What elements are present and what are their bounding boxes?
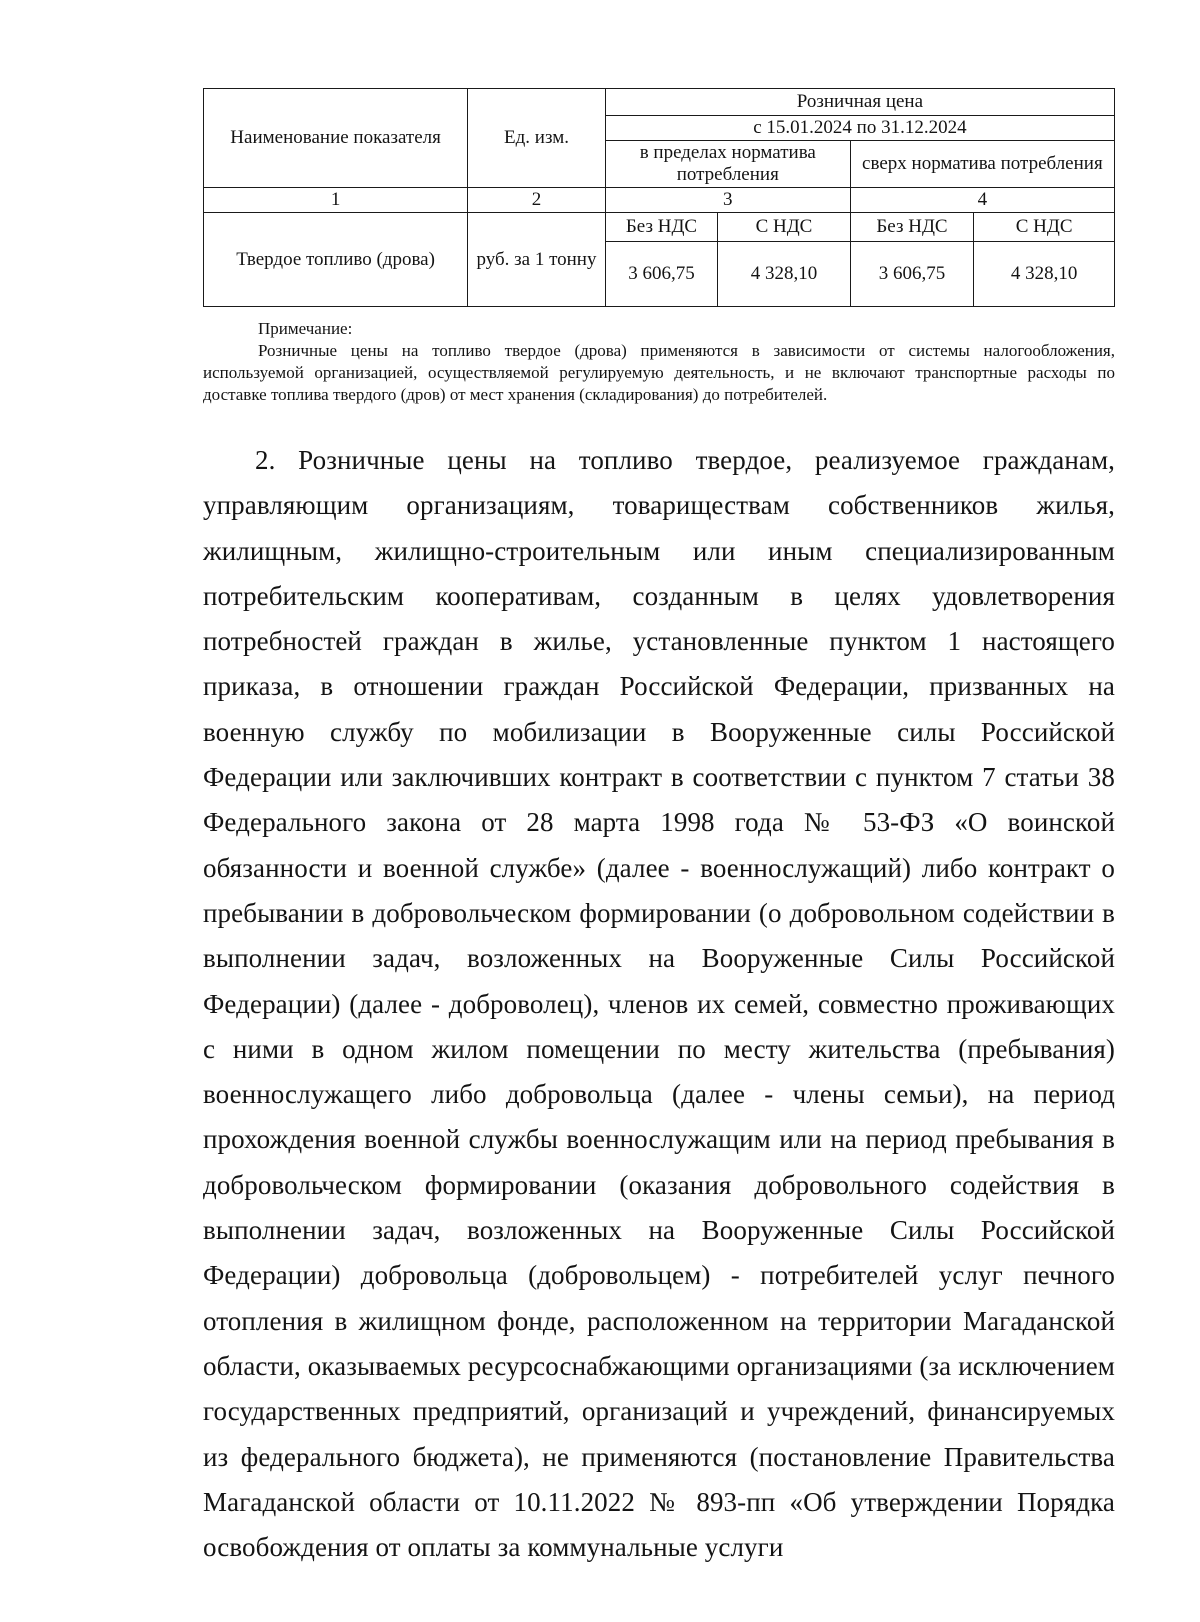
column-number: 1 <box>204 188 468 213</box>
header-unit: Ед. изм. <box>468 89 606 188</box>
subheader-without-vat: Без НДС <box>605 213 717 242</box>
subheader-without-vat: Без НДС <box>850 213 973 242</box>
subheader-with-vat: С НДС <box>718 213 851 242</box>
price-value: 3 606,75 <box>605 242 717 307</box>
column-number: 4 <box>850 188 1114 213</box>
header-retail-price: Розничная цена <box>605 89 1114 116</box>
price-value: 4 328,10 <box>718 242 851 307</box>
table-note <box>203 318 1115 406</box>
header-period: с 15.01.2024 по 31.12.2024 <box>605 116 1114 141</box>
retail-price-table <box>203 88 1115 307</box>
price-value: 3 606,75 <box>850 242 973 307</box>
column-number: 2 <box>468 188 606 213</box>
header-above-norm: сверх норматива потребления <box>850 141 1114 188</box>
row-name: Твердое топливо (дрова) <box>204 213 468 307</box>
note-text: Розничные цены на топливо твердое (дрова) применяются в зависимости от системы налогообложения, используемой организацией, осуществляемой регулируемую деятельность, и не включают транспортные расходы по доставке топлива твердого (дров) от мест хранения (складирования) до потребителей. <box>203 341 1115 404</box>
paragraph-2: 2. Розничные цены на топливо твердое, реализуемое гражданам, управляющим организациям, товариществам собственников жилья, жилищным, жилищно-строительным или иным специализированным потребительским кооперативам, созданным в целях удовлетворения потребностей граждан в жилье, установленные пунктом 1 настоящего приказа, в отношении граждан Российской Федерации, призванных на военную службу по мобилизации в Вооруженные силы Российской Федерации или заключивших контракт в соответствии с пунктом 7 статьи 38 Федерального закона от 28 марта 1998 года № 53-ФЗ «О воинской обязанности и военной службе» (далее - военнослужащий) либо контракт о пребывании в добровольческом формировании (о добровольном содействии в выполнении задач, возложенных на Вооруженные Силы Российской Федерации) (далее - доброволец), членов их семей, совместно проживающих с ними в одном жилом помещении по месту жительства (пребывания) военнослужащего либо добровольца (далее - члены семьи), на период прохождения военной службы военнослужащим или на период пребывания в добровольческом формировании (оказания добровольного содействия в выполнении задач, возложенных на Вооруженные Силы Российской Федерации) добровольца (добровольцем) - потребителей услуг печного отопления в жилищном фонде, расположенном на территории Магаданской области, оказываемых ресурсоснабжающими организациями (за исключением государственных предприятий, организаций и учреждений, финансируемых из федерального бюджета), не применяются (постановление Правительства Магаданской области от 10.11.2022 № 893-пп «Об утверждении Порядка освобождения от оплаты за коммунальные услуги <box>203 445 1115 1563</box>
price-value: 4 328,10 <box>974 242 1115 307</box>
row-unit: руб. за 1 тонну <box>468 213 606 307</box>
note-label: Примечание: <box>258 319 353 338</box>
header-within-norm: в пределах норматива потребления <box>605 141 850 188</box>
header-indicator-name: Наименование показателя <box>204 89 468 188</box>
subheader-with-vat: С НДС <box>974 213 1115 242</box>
column-number: 3 <box>605 188 850 213</box>
